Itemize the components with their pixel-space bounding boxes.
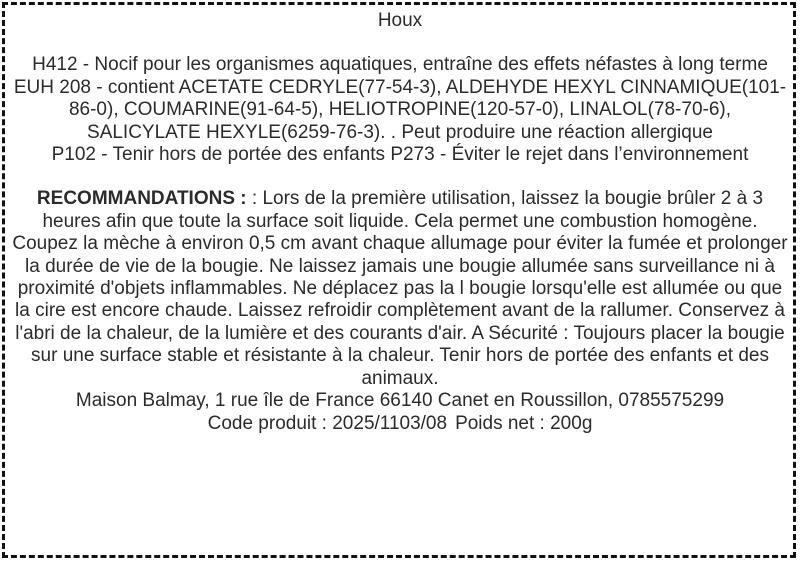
product-title: Houx [377,10,423,31]
product-info-line [12,413,788,435]
net-weight: Poids net : 200g [455,412,593,434]
recommendations-paragraph [12,188,788,390]
warning-h412: H412 - Nocif pour les organismes aquatiques, entraîne des effets néfastes à long terme [32,54,768,76]
hazard-warnings [12,54,788,166]
manufacturer-address: Maison Balmay, 1 rue île de France 66140 Canet en Roussillon, 0785575299 [75,390,725,412]
warning-euh208: EUH 208 - contient ACETATE CEDRYLE(77-54-3), ALDEHYDE HEXYL CINNAMIQUE(101-86-0), COUMARINE(91-64-5), HELIOTROPINE(120-57-0), LINALOL(78-70-6), SALICYLATE HEXYLE(6259-76-3). . Peut produire une réaction allergique [13,76,787,143]
recommendations [12,188,788,434]
warning-p102-p273: P102 - Tenir hors de portée des enfants P273 - Éviter le rejet dans l’environnement [51,144,749,166]
recommendations-text: : Lors de la première utilisation, laissez la bougie brûler 2 à 3 heures afin que toute la surface soit liquide. Cela permet une combustion homogène. Coupez la mèche à environ 0,5 cm avant chaque allumage pour éviter la fumée et prolonger la durée de vie de la bougie. Ne laissez jamais une bougie allumée sans surveillance ni à proximité d'objets inflammables. Ne déplacez pas la l bougie lorsqu'elle est allumée ou que la cire est encore chaude. Laissez refroidir complètement avant de la rallumer. Conservez à l'abri de la chaleur, de la lumière et des courants d'air. A Sécurité : Toujours placer la bougie sur une surface stable et résistante à la chaleur. Tenir hors de portée des enfants et des animaux. [12,188,788,389]
product-code: Code produit : 2025/1103/08 [207,412,448,434]
label-content [12,10,788,435]
recommendations-heading: RECOMMANDATIONS : [36,188,247,210]
